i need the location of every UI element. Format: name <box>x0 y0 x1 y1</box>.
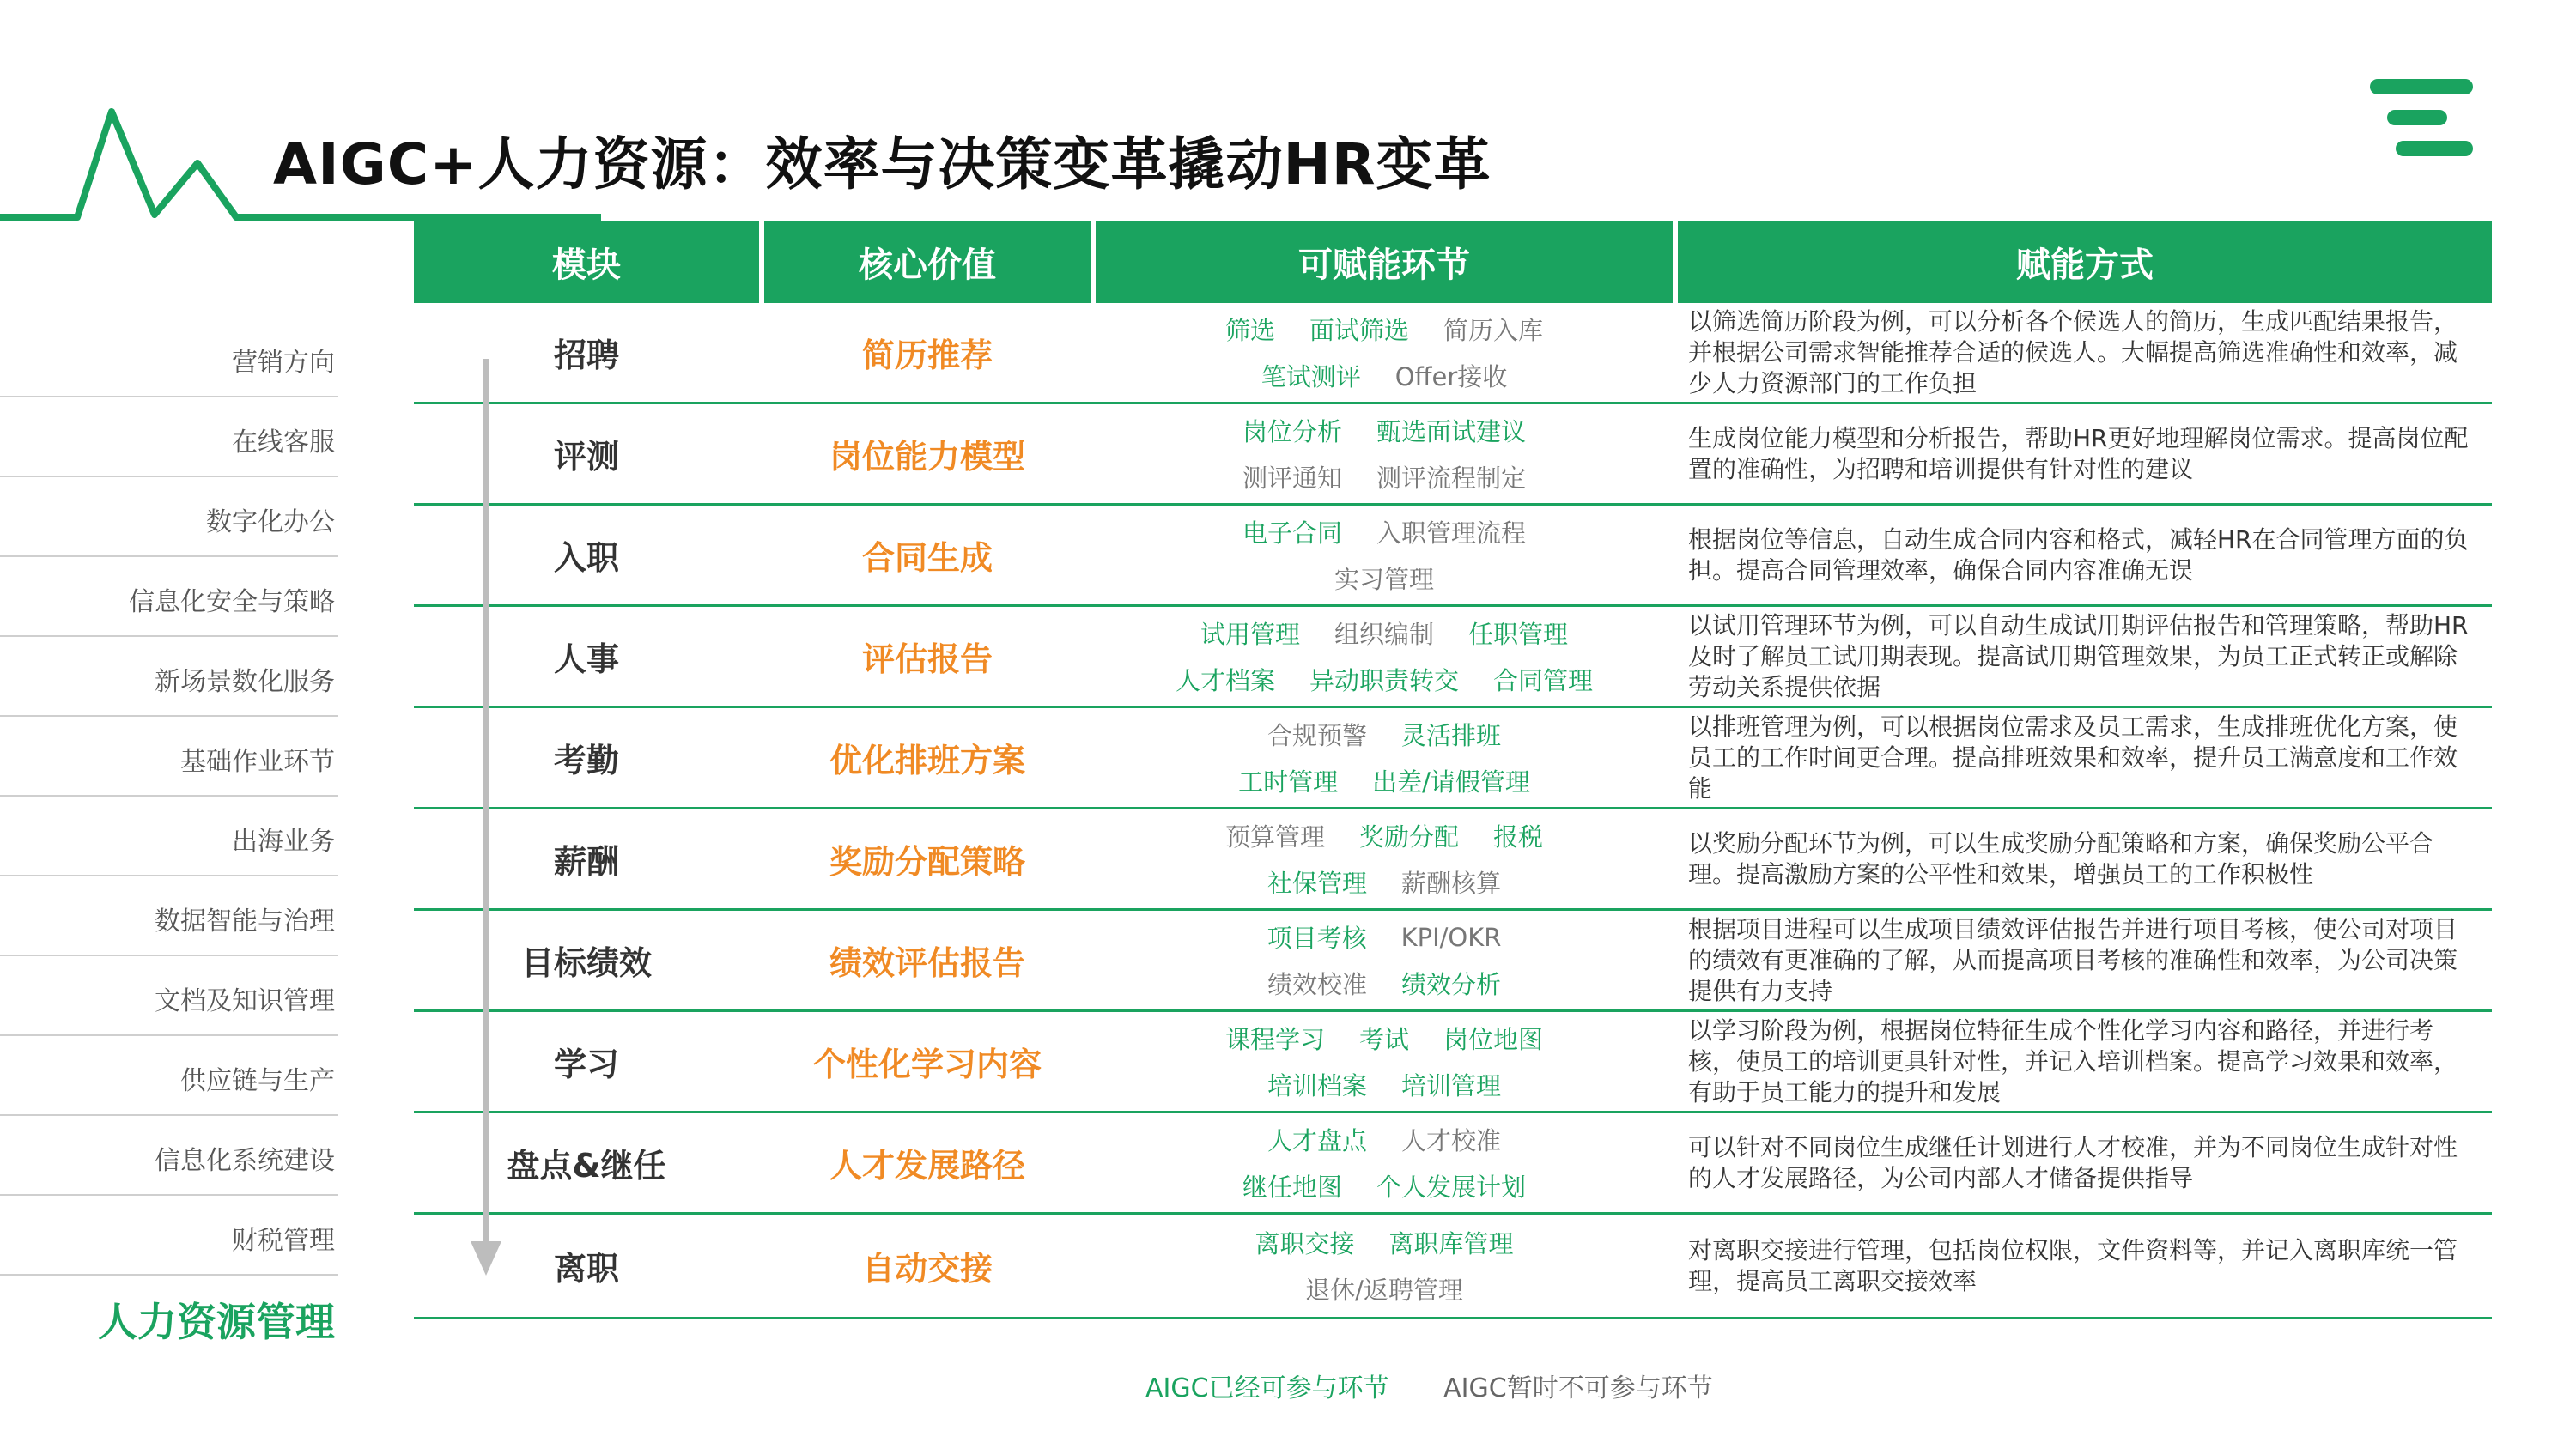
step-available: 笔试测评 <box>1261 362 1361 391</box>
step-available: 人才盘点 <box>1267 1126 1367 1155</box>
table-row <box>414 303 2492 404</box>
enable-steps-cell <box>1096 404 1673 503</box>
sidebar-item-marketing[interactable] <box>0 318 338 397</box>
sidebar-item-label: 数字化办公 <box>206 507 335 537</box>
step-unavailable: 测评通知 <box>1242 464 1342 493</box>
module-cell: 招聘 <box>553 336 619 374</box>
module-cell: 盘点&继任 <box>507 1147 666 1185</box>
enable-method-cell <box>1678 708 2492 807</box>
header-core-value: 核心价值 <box>764 221 1091 303</box>
enable-method-text: 以学习阶段为例，根据岗位特征生成个性化学习内容和路径，并进行考核，使员工的培训更具针对性，并记入培训档案。提高学习效果和效率，有助于员工能力的提升和发展 <box>1688 1016 2458 1106</box>
table-header <box>414 221 2492 303</box>
step-unavailable: 退休/返聘管理 <box>1305 1276 1463 1305</box>
steps-line <box>1200 610 1568 657</box>
header-module: 模块 <box>414 221 759 303</box>
steps-line <box>1225 306 1543 353</box>
steps-line <box>1267 712 1501 758</box>
table-row <box>414 911 2492 1012</box>
steps-line <box>1267 1117 1501 1163</box>
sidebar-item-knowledge[interactable] <box>0 956 338 1036</box>
core-value-cell: 人才发展路径 <box>829 1147 1025 1185</box>
step-available: 继任地图 <box>1242 1173 1342 1202</box>
steps-line <box>1242 1163 1526 1210</box>
sidebar <box>0 318 338 1355</box>
enable-method-text: 根据岗位等信息，自动生成合同内容和格式，减轻HR在合同管理方面的负担。提高合同管理效率，确保合同内容准确无误 <box>1688 524 2469 585</box>
page-title: AIGC+人力资源：效率与决策变革撬动HR变革 <box>273 131 1492 197</box>
step-available: 课程学习 <box>1224 1025 1325 1054</box>
enable-steps-cell <box>1096 1215 1673 1317</box>
step-unavailable: 实习管理 <box>1334 565 1434 594</box>
step-available: 个人发展计划 <box>1376 1173 1527 1202</box>
enable-method-cell <box>1678 506 2492 604</box>
module-cell: 评测 <box>553 438 619 476</box>
step-available: 任职管理 <box>1468 620 1569 649</box>
enable-method-cell <box>1678 607 2492 706</box>
step-available: 人才档案 <box>1175 666 1275 695</box>
enable-method-cell <box>1678 303 2492 402</box>
step-unavailable: 预算管理 <box>1224 822 1325 852</box>
step-available: 电子合同 <box>1242 518 1342 548</box>
brand-logo-icon <box>2370 79 2473 165</box>
sidebar-item-label: 在线客服 <box>232 427 335 458</box>
steps-line <box>1176 657 1593 703</box>
step-available: 灵活排班 <box>1401 721 1502 750</box>
step-available: 甄选面试建议 <box>1376 417 1527 446</box>
steps-line <box>1267 1062 1501 1108</box>
step-available: 筛选 <box>1224 316 1275 345</box>
steps-line <box>1242 454 1526 500</box>
enable-method-text: 以试用管理环节为例，可以自动生成试用期评估报告和管理策略，帮助HR及时了解员工试用期表现。提高试用期管理效果，为员工正式转正或解除劳动关系提供依据 <box>1688 610 2469 701</box>
core-value-cell: 简历推荐 <box>861 336 993 374</box>
sidebar-item-label: 基础作业环节 <box>180 747 335 777</box>
sidebar-item-overseas[interactable] <box>0 797 338 876</box>
step-available: 奖励分配 <box>1358 822 1459 852</box>
enable-method-cell <box>1678 404 2492 503</box>
core-value-cell: 合同生成 <box>861 539 993 577</box>
steps-line <box>1334 555 1434 602</box>
steps-line <box>1305 1266 1463 1313</box>
sidebar-item-new-scenarios[interactable] <box>0 637 338 717</box>
module-cell: 学习 <box>553 1046 619 1083</box>
table-row <box>414 1215 2492 1319</box>
enable-method-cell <box>1678 1113 2492 1212</box>
header-enable-method: 赋能方式 <box>1678 221 2492 303</box>
table-row <box>414 404 2492 506</box>
step-available: 岗位地图 <box>1443 1025 1544 1054</box>
enable-steps-cell <box>1096 607 1673 706</box>
step-unavailable: 薪酬核算 <box>1401 869 1502 898</box>
steps-line <box>1267 961 1501 1007</box>
sidebar-item-digital-office[interactable] <box>0 477 338 557</box>
sidebar-item-finance-tax[interactable] <box>0 1196 338 1276</box>
sidebar-item-basic-operations[interactable] <box>0 717 338 797</box>
enable-method-text: 根据项目进程可以生成项目绩效评估报告并进行项目考核，使公司对项目的绩效有更准确的了解，从而提高项目考核的准确性和效率，为公司决策提供有力支持 <box>1688 914 2458 1005</box>
legend-unavailable: AIGC暂时不可参与环节 <box>1443 1373 1713 1404</box>
enable-method-text: 可以针对不同岗位生成继任计划进行人才校准，并为不同岗位生成针对性的人才发展路径，为公司内部人才储备提供指导 <box>1688 1132 2458 1192</box>
enable-steps-cell <box>1096 506 1673 604</box>
step-unavailable: 绩效校准 <box>1267 970 1367 999</box>
step-available: 培训档案 <box>1267 1071 1367 1100</box>
table-row <box>414 506 2492 607</box>
table-body <box>414 303 2492 1319</box>
step-unavailable: 测评流程制定 <box>1376 464 1527 493</box>
enable-method-cell <box>1678 911 2492 1009</box>
sidebar-item-label: 信息化安全与策略 <box>129 587 335 617</box>
table-row <box>414 607 2492 708</box>
enable-steps-cell <box>1096 303 1673 402</box>
core-value-cell: 个性化学习内容 <box>812 1046 1042 1083</box>
hr-enablement-table <box>414 221 2492 1319</box>
enable-method-cell <box>1678 1215 2492 1317</box>
steps-line <box>1267 859 1501 906</box>
core-value-cell: 自动交接 <box>861 1250 993 1288</box>
step-available: 社保管理 <box>1267 869 1367 898</box>
step-unavailable: KPI/OKR <box>1400 922 1502 952</box>
legend-available: AIGC已经可参与环节 <box>1145 1373 1389 1404</box>
step-unavailable: Offer接收 <box>1394 362 1508 391</box>
enable-method-cell <box>1678 1012 2492 1111</box>
enable-steps-cell <box>1096 911 1673 1009</box>
sidebar-item-it-systems[interactable] <box>0 1116 338 1196</box>
enable-method-text: 以排班管理为例，可以根据岗位需求及员工需求，生成排班优化方案，使员工的工作时间更合理。提高排班效果和效率，提升员工满意度和工作效能 <box>1688 712 2458 803</box>
sidebar-item-hr[interactable] <box>0 1276 338 1355</box>
steps-line <box>1267 914 1502 961</box>
sidebar-item-security[interactable] <box>0 557 338 637</box>
module-cell: 入职 <box>553 539 619 577</box>
step-available: 绩效分析 <box>1401 970 1502 999</box>
core-value-cell: 岗位能力模型 <box>829 438 1025 476</box>
sidebar-item-label: 新场景数化服务 <box>155 667 335 697</box>
step-available: 异动职责转交 <box>1309 666 1459 695</box>
step-available: 考试 <box>1358 1025 1409 1054</box>
step-unavailable: 人才校准 <box>1401 1126 1502 1155</box>
module-cell: 考勤 <box>553 742 619 779</box>
sidebar-item-label: 财税管理 <box>232 1226 335 1256</box>
steps-line <box>1225 813 1543 859</box>
step-unavailable: 入职管理流程 <box>1376 518 1527 548</box>
module-cell: 人事 <box>553 640 619 678</box>
core-value-cell: 绩效评估报告 <box>829 944 1025 982</box>
enable-method-cell <box>1678 809 2492 908</box>
enable-steps-cell <box>1096 1113 1673 1212</box>
table-row <box>414 809 2492 911</box>
sidebar-item-label: 文档及知识管理 <box>155 986 335 1016</box>
step-available: 离职库管理 <box>1388 1229 1514 1258</box>
step-available: 离职交接 <box>1255 1229 1355 1258</box>
enable-method-text: 生成岗位能力模型和分析报告，帮助HR更好地理解岗位需求。提高岗位配置的准确性，为招聘和培训提供有针对性的建议 <box>1688 423 2469 483</box>
step-available: 合同管理 <box>1493 666 1594 695</box>
step-available: 报税 <box>1493 822 1544 852</box>
enable-steps-cell <box>1096 809 1673 908</box>
steps-line <box>1238 758 1530 804</box>
module-cell: 目标绩效 <box>520 944 652 982</box>
steps-line <box>1261 353 1508 399</box>
enable-steps-cell <box>1096 1012 1673 1111</box>
header-enable-steps: 可赋能环节 <box>1096 221 1673 303</box>
core-value-cell: 评估报告 <box>861 640 993 678</box>
steps-line <box>1242 509 1526 555</box>
core-value-cell: 优化排班方案 <box>829 742 1025 779</box>
table-row <box>414 708 2492 809</box>
sidebar-item-label: 营销方向 <box>232 348 335 378</box>
steps-line <box>1255 1220 1513 1266</box>
sidebar-item-data-intelligence[interactable] <box>0 876 338 956</box>
enable-method-text: 以奖励分配环节为例，可以生成奖励分配策略和方案，确保奖励公平合理。提高激励方案的公平性和效果，增强员工的工作积极性 <box>1688 828 2434 888</box>
sidebar-item-label: 人力资源管理 <box>98 1299 335 1345</box>
step-available: 培训管理 <box>1401 1071 1502 1100</box>
step-available: 试用管理 <box>1200 620 1300 649</box>
legend <box>1145 1367 1713 1404</box>
step-available: 出差/请假管理 <box>1372 767 1530 797</box>
enable-method-text: 对离职交接进行管理，包括岗位权限，文件资料等，并记入离职库统一管理，提高员工离职交接效率 <box>1688 1235 2458 1295</box>
step-unavailable: 组织编制 <box>1334 620 1434 649</box>
steps-line <box>1242 408 1526 454</box>
step-available: 岗位分析 <box>1242 417 1342 446</box>
sidebar-item-customer-service[interactable] <box>0 397 338 477</box>
process-arrow-icon <box>471 359 501 1277</box>
step-available: 工时管理 <box>1238 767 1339 797</box>
sidebar-item-label: 供应链与生产 <box>180 1066 335 1096</box>
enable-steps-cell <box>1096 708 1673 807</box>
table-row <box>414 1012 2492 1113</box>
step-available: 项目考核 <box>1267 924 1367 953</box>
sidebar-item-label: 出海业务 <box>232 827 335 857</box>
module-cell: 薪酬 <box>553 843 619 881</box>
module-cell: 离职 <box>553 1250 619 1288</box>
step-unavailable: 合规预警 <box>1267 721 1367 750</box>
step-unavailable: 简历入库 <box>1443 316 1544 345</box>
steps-line <box>1225 1016 1543 1062</box>
enable-method-text: 以筛选简历阶段为例，可以分析各个候选人的简历，生成匹配结果报告，并根据公司需求智能推荐合适的候选人。大幅提高筛选准确性和效率，减少人力资源部门的工作负担 <box>1688 306 2458 397</box>
sidebar-item-supply-chain[interactable] <box>0 1036 338 1116</box>
sidebar-item-label: 信息化系统建设 <box>155 1146 335 1176</box>
table-row <box>414 1113 2492 1215</box>
step-available: 面试筛选 <box>1309 316 1409 345</box>
sidebar-item-label: 数据智能与治理 <box>155 906 335 937</box>
core-value-cell: 奖励分配策略 <box>829 843 1025 881</box>
